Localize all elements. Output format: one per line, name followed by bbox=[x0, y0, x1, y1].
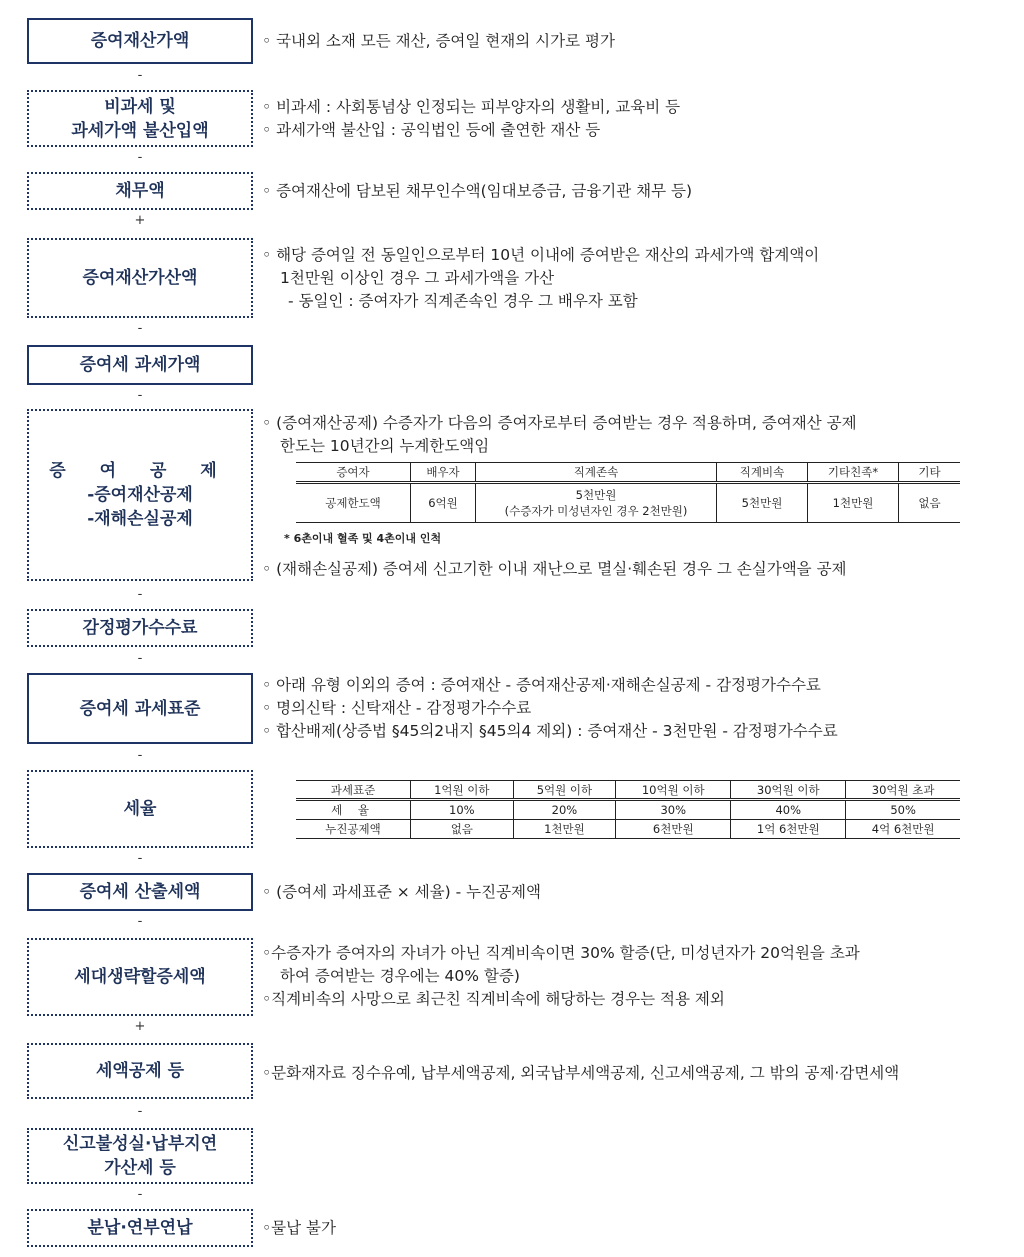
table-header: 배우자 bbox=[411, 463, 476, 483]
table-row bbox=[296, 820, 960, 839]
desc-line: ◦수증자가 증여자의 자녀가 아닌 직계비속이면 30% 할증(단, 미성년자가 20억원을 초과 bbox=[262, 944, 860, 962]
desc-line: ◦ (재해손실공제) 증여세 신고기한 이내 재난으로 멸실·훼손된 경우 그 손실가액을 공제 bbox=[262, 560, 847, 578]
table-cell: 6천만원 bbox=[616, 820, 731, 839]
table-cell: 50% bbox=[846, 800, 960, 820]
table-cell: 1천만원 bbox=[513, 820, 616, 839]
cell-line: (수증자가 미성년자인 경우 2천만원) bbox=[504, 504, 688, 518]
operator-minus: - bbox=[137, 851, 143, 866]
step-title: 신고불성실·납부지연 bbox=[62, 1134, 218, 1154]
operator-minus: - bbox=[137, 748, 143, 763]
step-title: 분납·연부연납 bbox=[87, 1218, 193, 1238]
desc-line: 하여 증여받는 경우에는 40% 할증) bbox=[280, 967, 520, 985]
step-title: 과세가액 불산입액 bbox=[71, 120, 209, 141]
table-cell: 40% bbox=[731, 800, 846, 820]
desc-line: 한도는 10년간의 누계한도액임 bbox=[280, 437, 490, 455]
step-title: 비과세 및 bbox=[104, 96, 176, 117]
table-header: 30억원 초과 bbox=[846, 781, 960, 800]
operator-minus: - bbox=[137, 150, 143, 165]
step-title: -재해손실공제 bbox=[87, 509, 193, 529]
table-footnote: * 6촌이내 혈족 및 4촌이내 인척 bbox=[284, 532, 442, 545]
step-desc-disaster-deduction bbox=[262, 558, 1000, 581]
operator-minus: + bbox=[134, 1019, 146, 1034]
desc-line: ◦문화재자료 징수유예, 납부세액공제, 외국납부세액공제, 신고세액공제, 그 밖의 공제·감면세액 bbox=[262, 1064, 900, 1082]
deduction-limit-table bbox=[296, 462, 960, 523]
operator-plus: + bbox=[134, 213, 146, 228]
desc-line: ◦직계비속의 사망으로 최근친 직계비속에 해당하는 경우는 적용 제외 bbox=[262, 990, 725, 1008]
step-title: 증여재산가산액 bbox=[82, 268, 198, 288]
desc-line: - 동일인 : 증여자가 직계존속인 경우 그 배우자 포함 bbox=[288, 292, 638, 310]
table-cell: 세 율 bbox=[296, 800, 411, 820]
step-box-taxable-value bbox=[27, 345, 253, 385]
table-header: 직계비속 bbox=[717, 463, 808, 483]
table-cell: 없음 bbox=[411, 820, 514, 839]
table-cell: 4억 6천만원 bbox=[846, 820, 960, 839]
step-box-tax-credits bbox=[27, 1043, 253, 1099]
step-box-debt bbox=[27, 172, 253, 210]
step-title: 세율 bbox=[123, 799, 157, 819]
operator-minus: - bbox=[137, 1187, 143, 1202]
desc-line: ◦ 합산배제(상증법 §45의2내지 §45의4 제외) : 증여재산 - 3천만원 - 감정평가수수료 bbox=[262, 722, 838, 740]
step-title: 가산세 등 bbox=[104, 1158, 176, 1178]
step-title: 증여재산가액 bbox=[90, 31, 190, 51]
table-cell: 30% bbox=[616, 800, 731, 820]
table-header: 1억원 이하 bbox=[411, 781, 514, 800]
table-cell: 6억원 bbox=[411, 483, 476, 523]
table-row bbox=[296, 800, 960, 820]
step-box-gift-property-value bbox=[27, 18, 253, 64]
table-cell: 공제한도액 bbox=[296, 483, 411, 523]
step-desc-computed-tax bbox=[262, 881, 1000, 904]
step-box-appraisal-fee bbox=[27, 609, 253, 647]
table-cell: 1천만원 bbox=[808, 483, 899, 523]
step-title: 증 여 공 제 bbox=[49, 461, 231, 481]
operator-minus: - bbox=[137, 914, 143, 929]
step-title: 증여세 산출세액 bbox=[79, 882, 201, 902]
step-desc-tax-base bbox=[262, 674, 1000, 743]
step-desc-installment-payment bbox=[262, 1217, 1000, 1240]
desc-line: 1천만원 이상인 경우 그 과세가액을 가산 bbox=[280, 269, 555, 287]
step-box-penalty-tax bbox=[27, 1128, 253, 1184]
step-desc-tax-credits bbox=[262, 1062, 1000, 1085]
step-box-tax-rate bbox=[27, 770, 253, 848]
step-title: -증여재산공제 bbox=[87, 485, 193, 505]
step-box-computed-tax bbox=[27, 873, 253, 911]
step-title: 증여세 과세표준 bbox=[79, 698, 201, 719]
table-row bbox=[296, 483, 960, 523]
desc-line: ◦ 국내외 소재 모든 재산, 증여일 현재의 시가로 평가 bbox=[262, 32, 615, 50]
table-header: 30억원 이하 bbox=[731, 781, 846, 800]
step-desc-added-property bbox=[262, 244, 1000, 313]
table-header-row bbox=[296, 781, 960, 800]
desc-line: ◦ 비과세 : 사회통념상 인정되는 피부양자의 생활비, 교육비 등 bbox=[262, 98, 681, 116]
table-cell: 없음 bbox=[899, 483, 961, 523]
operator-minus: - bbox=[137, 321, 143, 336]
step-box-generation-skip-surtax bbox=[27, 938, 253, 1016]
step-box-installment-payment bbox=[27, 1209, 253, 1247]
step-box-tax-base bbox=[27, 673, 253, 744]
desc-line: ◦ (증여재산공제) 수증자가 다음의 증여자로부터 증여받는 경우 적용하며, 증여재산 공제 bbox=[262, 414, 857, 432]
step-title: 채무액 bbox=[115, 181, 165, 201]
table-header: 5억원 이하 bbox=[513, 781, 616, 800]
desc-line: ◦ 해당 증여일 전 동일인으로부터 10년 이내에 증여받은 재산의 과세가액 합계액이 bbox=[262, 246, 820, 264]
operator-minus: - bbox=[137, 651, 143, 666]
operator-minus: - bbox=[137, 388, 143, 403]
cell-line: 5천만원 bbox=[575, 488, 617, 502]
table-cell: 5천만원 bbox=[717, 483, 808, 523]
step-desc-generation-skip-surtax bbox=[262, 942, 1000, 1011]
step-desc-debt bbox=[262, 180, 1000, 203]
table-header: 증여자 bbox=[296, 463, 411, 483]
step-desc-nontaxable bbox=[262, 96, 1000, 142]
desc-line: ◦ 명의신탁 : 신탁재산 - 감정평가수수료 bbox=[262, 699, 532, 717]
table-cell: 누진공제액 bbox=[296, 820, 411, 839]
table-header: 기타친족* bbox=[808, 463, 899, 483]
operator-plus: - bbox=[137, 1104, 143, 1119]
operator-minus: - bbox=[137, 587, 143, 602]
table-cell: 20% bbox=[513, 800, 616, 820]
step-title: 감정평가수수료 bbox=[82, 618, 198, 638]
desc-line: ◦물납 불가 bbox=[262, 1219, 336, 1237]
table-header: 기타 bbox=[899, 463, 961, 483]
table-cell: 10% bbox=[411, 800, 514, 820]
tax-rate-table bbox=[296, 780, 960, 839]
step-title: 세대생략할증세액 bbox=[74, 967, 206, 987]
table-header: 직계존속 bbox=[476, 463, 717, 483]
desc-line: ◦ 아래 유형 이외의 증여 : 증여재산 - 증여재산공제·재해손실공제 - 감정평가수수료 bbox=[262, 676, 821, 694]
desc-line: ◦ 증여재산에 담보된 채무인수액(임대보증금, 금융기관 채무 등) bbox=[262, 182, 693, 200]
desc-line: ◦ (증여세 과세표준 × 세율) - 누진공제액 bbox=[262, 883, 542, 901]
table-cell bbox=[476, 483, 717, 523]
step-box-gift-deduction bbox=[27, 409, 253, 581]
operator-minus: - bbox=[137, 68, 143, 83]
step-box-nontaxable bbox=[27, 90, 253, 147]
step-desc-gift-property-value bbox=[262, 30, 1000, 53]
table-cell: 1억 6천만원 bbox=[731, 820, 846, 839]
table-header-row bbox=[296, 463, 960, 483]
step-desc-gift-deduction bbox=[262, 412, 1000, 458]
table-header: 과세표준 bbox=[296, 781, 411, 800]
step-box-added-property bbox=[27, 238, 253, 318]
step-title: 증여세 과세가액 bbox=[79, 355, 201, 375]
desc-line: ◦ 과세가액 불산입 : 공익법인 등에 출연한 재산 등 bbox=[262, 121, 601, 139]
table-header: 10억원 이하 bbox=[616, 781, 731, 800]
step-title: 세액공제 등 bbox=[95, 1061, 185, 1081]
